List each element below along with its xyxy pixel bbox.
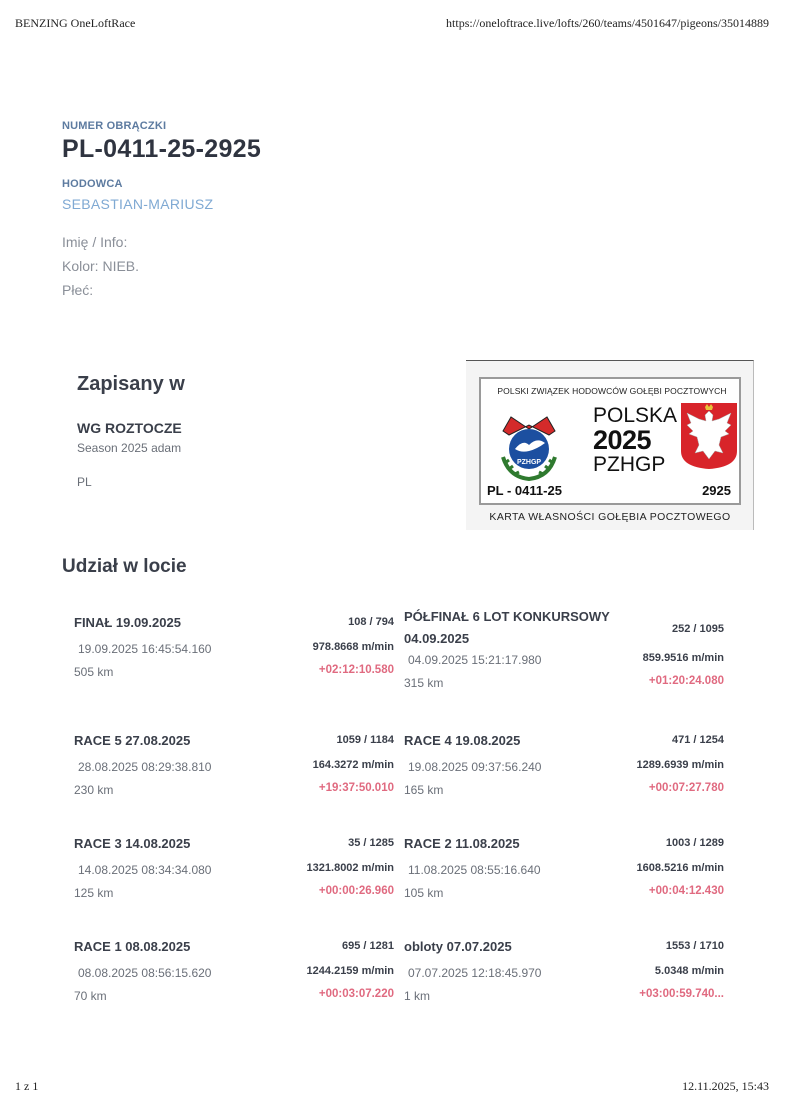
flight-distance: 1 km	[404, 989, 431, 1003]
flight-distance: 125 km	[74, 886, 114, 900]
flight-distance: 315 km	[404, 676, 444, 690]
name-info-line: Imię / Info:	[62, 234, 128, 250]
flight-card[interactable]	[404, 730, 724, 820]
flight-speed: 1289.6939 m/min	[636, 759, 724, 771]
flight-speed: 859.9516 m/min	[642, 652, 724, 664]
flight-card[interactable]	[404, 833, 724, 923]
card-ring-number: PL - 0411-25	[487, 483, 562, 498]
card-association: POLSKI ZWIĄZEK HODOWCÓW GOŁĘBI POCZTOWYCH	[497, 386, 727, 396]
flight-name: FINAŁ 19.09.2025	[74, 615, 181, 630]
flight-card[interactable]	[404, 936, 724, 1026]
flight-speed: 1321.8002 m/min	[306, 862, 394, 874]
flight-time-delta: +00:00:26.960	[318, 885, 394, 897]
flight-time-delta: +01:20:24.080	[648, 675, 724, 687]
flight-time-delta: +03:00:59.740...	[639, 988, 724, 1000]
print-timestamp: 12.11.2025, 15:43	[682, 1079, 769, 1093]
flight-speed: 164.3272 m/min	[312, 759, 394, 771]
flight-placement: 695 / 1281	[342, 940, 394, 952]
pigeon-identity	[62, 120, 462, 302]
polish-eagle-emblem-icon	[679, 401, 739, 471]
flight-arrival: 08.08.2025 08:56:15.620	[78, 966, 212, 980]
flight-placement: 1003 / 1289	[665, 837, 724, 849]
flight-arrival: 19.09.2025 16:45:54.160	[78, 642, 212, 656]
flight-speed: 1244.2159 m/min	[306, 965, 394, 977]
breeder-link[interactable]: SEBASTIAN-MARIUSZ	[62, 196, 214, 212]
flight-arrival: 14.08.2025 08:34:34.080	[78, 863, 212, 877]
flight-placement: 1059 / 1184	[336, 734, 394, 746]
flight-name: PÓŁFINAŁ 6 LOT KONKURSOWY 04.09.2025	[404, 609, 610, 646]
color-line: Kolor: NIEB.	[62, 258, 140, 274]
page-counter: 1 z 1	[15, 1079, 39, 1093]
flight-name: RACE 2 11.08.2025	[404, 836, 520, 851]
card-pigeon-number: 2925	[702, 483, 731, 498]
flight-time-delta: +00:04:12.430	[648, 885, 724, 897]
flights-section-title: Udział w locie	[62, 556, 187, 577]
breeder-label: HODOWCA	[62, 178, 123, 190]
flight-time-delta: +02:12:10.580	[318, 664, 394, 676]
flight-arrival: 11.08.2025 08:55:16.640	[408, 863, 541, 877]
card-caption: KARTA WŁASNOŚCI GOŁĘBIA POCZTOWEGO	[489, 511, 731, 523]
country-code: PL	[77, 475, 92, 489]
flight-distance: 165 km	[404, 783, 444, 797]
team-name[interactable]: WG ROZTOCZE	[77, 420, 182, 436]
flight-name: RACE 3 14.08.2025	[74, 836, 191, 851]
flight-distance: 70 km	[74, 989, 107, 1003]
card-country: POLSKA	[593, 404, 678, 427]
flight-distance: 505 km	[74, 665, 114, 679]
registration-section	[77, 373, 417, 489]
flight-time-delta: +00:07:27.780	[648, 782, 724, 794]
ring-number: PL-0411-25-2925	[62, 135, 262, 163]
flight-placement: 108 / 794	[348, 616, 394, 628]
flight-card[interactable]	[74, 833, 394, 923]
flight-card[interactable]	[74, 612, 394, 702]
flight-speed: 1608.5216 m/min	[636, 862, 724, 874]
flight-time-delta: +19:37:50.010	[318, 782, 394, 794]
season-name: Season 2025 adam	[77, 441, 182, 455]
ownership-card-image	[466, 360, 754, 530]
ring-label: NUMER OBRĄCZKI	[62, 120, 167, 132]
card-org: PZHGP	[593, 453, 666, 476]
flight-name: obloty 07.07.2025	[404, 939, 512, 954]
card-year: 2025	[593, 425, 652, 455]
print-header-title: BENZING OneLoftRace	[15, 16, 136, 30]
flight-distance: 105 km	[404, 886, 444, 900]
print-header-url[interactable]: https://oneloftrace.live/lofts/260/teams/4501647/pigeons/35014889	[446, 16, 769, 30]
flight-arrival: 07.07.2025 12:18:45.970	[408, 966, 542, 980]
sex-line: Płeć:	[62, 282, 94, 298]
flight-placement: 35 / 1285	[348, 837, 394, 849]
flight-arrival: 28.08.2025 08:29:38.810	[78, 760, 212, 774]
flight-card[interactable]	[74, 730, 394, 820]
flight-name: RACE 5 27.08.2025	[74, 733, 191, 748]
flight-name: RACE 4 19.08.2025	[404, 733, 521, 748]
svg-text:PZHGP: PZHGP	[516, 459, 542, 466]
registration-title: Zapisany w	[77, 373, 185, 395]
flight-placement: 1553 / 1710	[665, 940, 724, 952]
flight-time-delta: +00:03:07.220	[318, 988, 394, 1000]
flight-placement: 252 / 1095	[672, 623, 724, 635]
flight-placement: 471 / 1254	[672, 734, 724, 746]
pigeon-info	[62, 230, 462, 302]
pzhgp-logo-icon	[489, 403, 569, 483]
flight-name: RACE 1 08.08.2025	[74, 939, 191, 954]
flight-speed: 5.0348 m/min	[654, 965, 724, 977]
flight-speed: 978.8668 m/min	[312, 641, 394, 653]
ownership-card-frame	[479, 377, 741, 505]
flight-distance: 230 km	[74, 783, 114, 797]
flight-card[interactable]	[74, 936, 394, 1026]
flight-card[interactable]	[404, 606, 724, 696]
flight-arrival: 19.08.2025 09:37:56.240	[408, 760, 542, 774]
flight-arrival: 04.09.2025 15:21:17.980	[408, 653, 542, 667]
